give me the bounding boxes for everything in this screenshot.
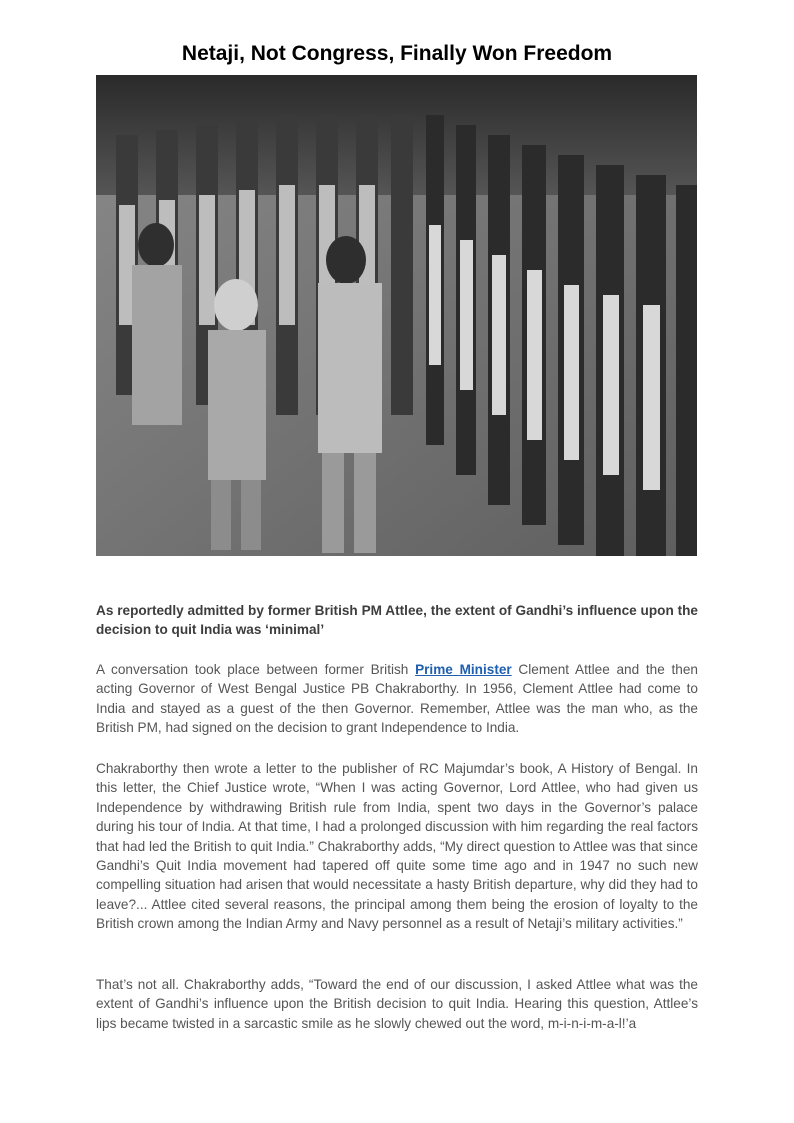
prime-minister-link[interactable]: Prime Minister bbox=[415, 662, 512, 677]
paragraph-3: That’s not all. Chakraborthy adds, “Toward the end of our discussion, I asked Attlee what was the extent of Gandhi’s influence upon the British decision to quit India. Hearing this question, Attlee’s lips became twisted in a sarcastic smile as he slowly chewed out the word, m-i-n-i-m-a-l!’a bbox=[96, 977, 698, 1031]
paragraph-1-text-after-link: Clement Attlee and the then acting Governor of West Bengal Justice PB Chakraborthy. In 1956, Clement Attlee had come to India and stayed as a guest of the then Governor. Remember, Attlee was the man who, as the British PM, had signed on the decision to grant Independence to India. bbox=[96, 662, 698, 736]
parade-inspection-photo bbox=[96, 75, 697, 556]
article-title: Netaji, Not Congress, Finally Won Freedom bbox=[181, 42, 613, 65]
paragraph-1-text-before-link: A conversation took place between former British bbox=[96, 662, 416, 677]
lead-paragraph: As reportedly admitted by former British PM Attlee, the extent of Gandhi’s influence upon the decision to quit India was ‘minimal’ bbox=[96, 603, 698, 638]
paragraph-2: Chakraborthy then wrote a letter to the publisher of RC Majumdar’s book, A History of Bengal. In this letter, the Chief Justice wrote, “When I was acting Governor, Lord Attlee, who had given us Independence by withdrawing British rule from India, spent two days in the Governor’s palace during his tour of India. At that time, I had a prolonged discussion with him regarding the real factors that had led the British to quit India.” Chakraborthy adds, “My direct question to Attlee was that since Gandhi’s Quit India movement had tapered off quite some time ago and in 1947 no such new compelling situation had arisen that would necessitate a hasty British departure, why did they had to leave?... Attlee cited several reasons, the principal among them being the erosion of loyalty to the British crown among the Indian Army and Navy personnel as a result of Netaji’s military activities.” bbox=[96, 761, 698, 932]
paragraph-1 bbox=[96, 660, 698, 738]
